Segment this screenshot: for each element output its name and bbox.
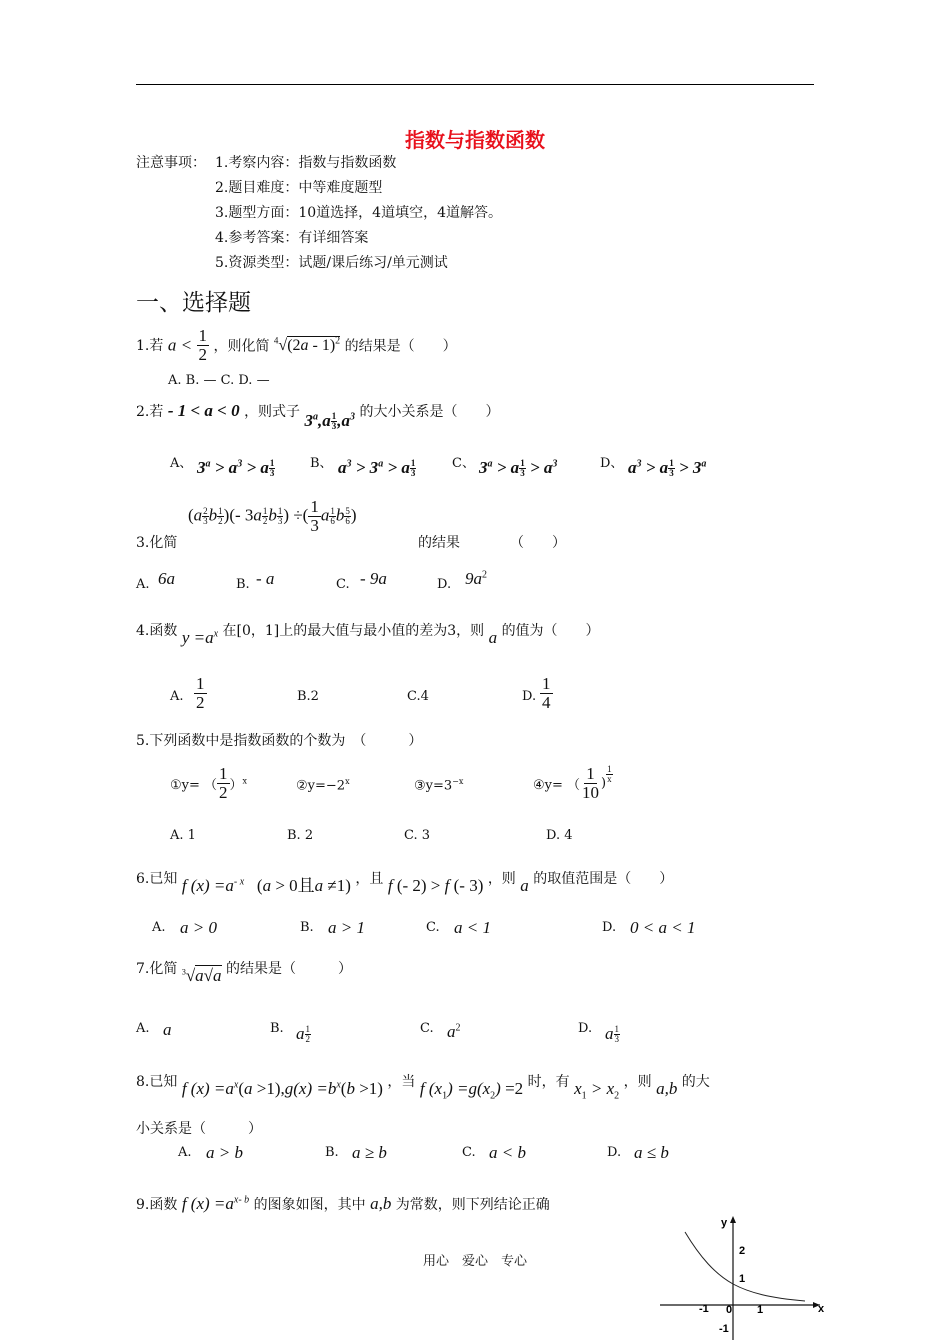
q7-label-b: B.	[270, 1021, 284, 1036]
q6-option-a: a > 0	[180, 918, 217, 937]
section-heading: 一、选择题	[136, 290, 251, 316]
q8-funcs: f $(x) =a^x(a >1),g(x) =b^x(b >1)$	[181, 1079, 383, 1098]
q2-prefix: 2.若	[136, 404, 164, 420]
question-7	[136, 958, 352, 985]
q6-suffix: 的取值范围是（ ）	[533, 871, 674, 887]
q7-label-a: A.	[136, 1021, 150, 1036]
q8-label-b: B.	[325, 1145, 339, 1160]
q6-mid2: ，则	[487, 871, 516, 887]
q8-suffix: 的大	[681, 1074, 710, 1090]
q3-suffix: 的结果	[418, 535, 460, 551]
q8-mid2: 时，有	[527, 1074, 570, 1090]
q5-stem: 5.下列函数中是指数函数的个数为 （ ）	[136, 733, 423, 749]
q2-option-c: $3^a > a$ $\frac{1}{3}$ > $a^3$	[479, 458, 558, 479]
note-item: 5.资源类型：试题/课后练习/单元测试	[215, 255, 448, 271]
q5-func-4: ④y= （ $\frac{1}{10}$ ) $\frac{1}{x}$	[533, 764, 612, 802]
q7-option-d: a $\frac{1}{3}$	[605, 1024, 619, 1045]
q6-option-b: a > 1	[328, 918, 365, 937]
q7-prefix: 7.化简	[136, 961, 178, 977]
q8-option-d: a ≤ b	[634, 1143, 669, 1162]
q3-option-d-value: 9a	[465, 569, 482, 588]
q8-vars: a,b	[656, 1079, 678, 1098]
q5-f2-text: ②y=−2	[296, 778, 346, 794]
q1-prefix: 1.若	[136, 338, 164, 355]
q6-mid1: ，且	[355, 871, 384, 887]
q4-label-a: A.	[170, 689, 184, 704]
question-1	[136, 327, 457, 364]
q5-func-3: $③y=3^{-x}$	[414, 777, 464, 794]
q4-var: a	[488, 628, 498, 647]
q7-option-c: $a^2$	[447, 1022, 461, 1041]
q9-vars: a,b	[370, 1194, 392, 1213]
function-graph	[655, 1212, 825, 1342]
q6-label-a: A.	[152, 920, 166, 935]
q6-prefix: 6.已知	[136, 871, 178, 887]
q8-option-b: a ≥ b	[352, 1143, 387, 1162]
q5-option-a: A. 1	[170, 828, 196, 843]
q3-option-d: $9a^2$	[465, 569, 487, 588]
q4-mid: 在[0，1]上的最大值与最小值的差为3，则	[222, 623, 485, 639]
q4-option-a: $\frac{1}{2}$	[196, 674, 205, 712]
q1-cond: a <	[167, 335, 193, 355]
tick-label: 2	[739, 1245, 746, 1257]
q2-label-d: D、	[600, 456, 624, 471]
q4-option-c: C.4	[407, 689, 429, 704]
q9-suffix: 的图象如图，其中	[253, 1197, 366, 1213]
q8-ineq: $x_1 > x_2$	[574, 1079, 620, 1102]
x-label: x	[818, 1303, 825, 1315]
q1-suffix: 的结果是（ ）	[344, 338, 457, 355]
q9-prefix: 9.函数	[136, 1197, 178, 1213]
q4-func: $y =a^x$	[181, 628, 219, 647]
q1-radical: $^4$√(2a - 1)$^2$	[273, 335, 341, 354]
q8-mid3: ，则	[623, 1074, 652, 1090]
q6-func: f $(x) =a^{- x}$ (a > 0且a ≠1)	[181, 876, 351, 895]
q2-expr: 3$^a$,a $\frac{1}{3}$ $,a^3$	[304, 411, 356, 432]
q7-option-a: a	[163, 1020, 172, 1039]
y-label: y	[721, 1217, 728, 1229]
q8-cond: f $(x_1) =g(x_2) =2$	[419, 1079, 524, 1102]
q7-label-d: D.	[578, 1021, 593, 1036]
q8-line2: 小关系是（ ）	[136, 1121, 262, 1137]
tick-label: -1	[719, 1323, 729, 1335]
q5-option-d: D. 4	[546, 828, 573, 843]
q6-label-d: D.	[602, 920, 617, 935]
q4-option-b: B.2	[297, 689, 319, 704]
q6-var: a	[520, 876, 529, 895]
q3-prefix: 3.化简	[136, 535, 178, 551]
q2-mid: ，则式子	[244, 404, 301, 420]
q5-func-2: $②y=-2^x$	[296, 777, 350, 794]
q7-radical: $^3$√a√a	[181, 966, 222, 985]
q2-label-c: C、	[452, 456, 475, 471]
q5-f4-text: ④y= （	[533, 777, 581, 793]
question-2	[136, 401, 500, 432]
q9-func: f $(x) =a^{x- b}$	[181, 1194, 250, 1213]
question-6	[136, 863, 674, 895]
q3-option-c: - 9a	[360, 569, 387, 588]
q3-option-a: 6a	[158, 569, 175, 588]
tick-label: 1	[739, 1273, 746, 1285]
q8-option-a: a > b	[206, 1143, 243, 1162]
note-item: 1.考察内容：指数与指数函数	[215, 155, 397, 171]
q7-label-c: C.	[420, 1021, 434, 1036]
fraction: $\frac{1}{2}$	[198, 326, 207, 364]
q3-label-a: A.	[136, 577, 150, 592]
q3-option-b: - a	[256, 569, 275, 588]
q5-f3-text: ③y=3	[414, 778, 453, 794]
q1-mid: ，则化简	[213, 338, 270, 355]
question-4	[136, 620, 600, 647]
q4-suffix: 的值为（ ）	[501, 623, 600, 639]
q6-cond: f (- 2) > f (- 3)	[387, 876, 484, 895]
q5-option-b: B. 2	[287, 828, 314, 843]
q2-cond: - 1 < a < 0	[167, 401, 240, 420]
q4-label-d: D.	[522, 689, 537, 704]
q6-option-d: 0 < a < 1	[630, 918, 696, 937]
q7-option-b: a $\frac{1}{2}$	[296, 1024, 310, 1045]
q8-prefix: 8.已知	[136, 1074, 178, 1090]
q8-label-d: D.	[607, 1145, 622, 1160]
q1-options: A. B. — C. D. —	[168, 373, 270, 388]
q7-suffix: 的结果是（ ）	[225, 961, 352, 977]
q3-paren: （ ）	[510, 535, 566, 551]
notes-label: 注意事项：	[136, 155, 206, 171]
q6-option-c: a < 1	[454, 918, 491, 937]
q5-f1-text: ①y= （	[170, 777, 218, 793]
q2-label-a: A、	[170, 456, 193, 471]
tick-label: 1	[757, 1304, 764, 1316]
q6-label-b: B.	[300, 920, 314, 935]
q8-label-c: C.	[462, 1145, 476, 1160]
q2-suffix: 的大小关系是（ ）	[359, 404, 500, 420]
q3-label-c: C.	[336, 577, 350, 592]
page-footer: 用心 爱心 专心	[422, 1254, 527, 1269]
note-item: 4.参考答案：有详细答案	[215, 230, 369, 246]
q2-label-b: B、	[310, 456, 333, 471]
q6-label-c: C.	[426, 920, 440, 935]
q3-label-b: B.	[236, 577, 250, 592]
q8-mid1: ，当	[387, 1074, 416, 1090]
note-item: 2.题目难度：中等难度题型	[215, 180, 383, 196]
q4-prefix: 4.函数	[136, 623, 178, 639]
q2-option-d: $a^3 > a$ $\frac{1}{3}$ > $3^a$	[628, 458, 707, 479]
q8-option-c: a < b	[489, 1143, 526, 1162]
tick-label: 0	[726, 1304, 733, 1316]
header-rule	[136, 84, 814, 85]
q2-option-b: $a^3 > 3^a > a$ $\frac{1}{3}$	[338, 458, 416, 479]
note-item: 3.题型方面：10道选择，4道填空，4道解答。	[215, 205, 502, 221]
q2-option-a: $3^a > a^3 > a$ $\frac{1}{3}$	[197, 458, 275, 479]
q3-label-d: D.	[437, 577, 452, 592]
question-8	[136, 1071, 710, 1102]
q8-label-a: A.	[178, 1145, 192, 1160]
tick-label: -1	[699, 1303, 709, 1315]
q9-suffix2: 为常数，则下列结论正确	[395, 1197, 550, 1213]
page-title: 指数与指数函数	[405, 128, 545, 152]
q3-expression: (a $\frac{2}{3}$ b $\frac{1}{2}$ )(- 3a $\frac{1}{2}$ b $\frac{1}{3}$ ) ÷( $\frac{1}{3}$ a $\frac{1}{6}$ b $\frac{5}{6}$ )	[188, 497, 357, 535]
question-9	[136, 1194, 550, 1214]
y-axis-arrow-icon	[730, 1216, 736, 1223]
q5-func-1: ①y= （ $\frac{1}{2}$ ）$^x$	[170, 764, 248, 802]
q4-option-d: $\frac{1}{4}$	[542, 674, 551, 712]
q5-option-c: C. 3	[404, 828, 431, 843]
